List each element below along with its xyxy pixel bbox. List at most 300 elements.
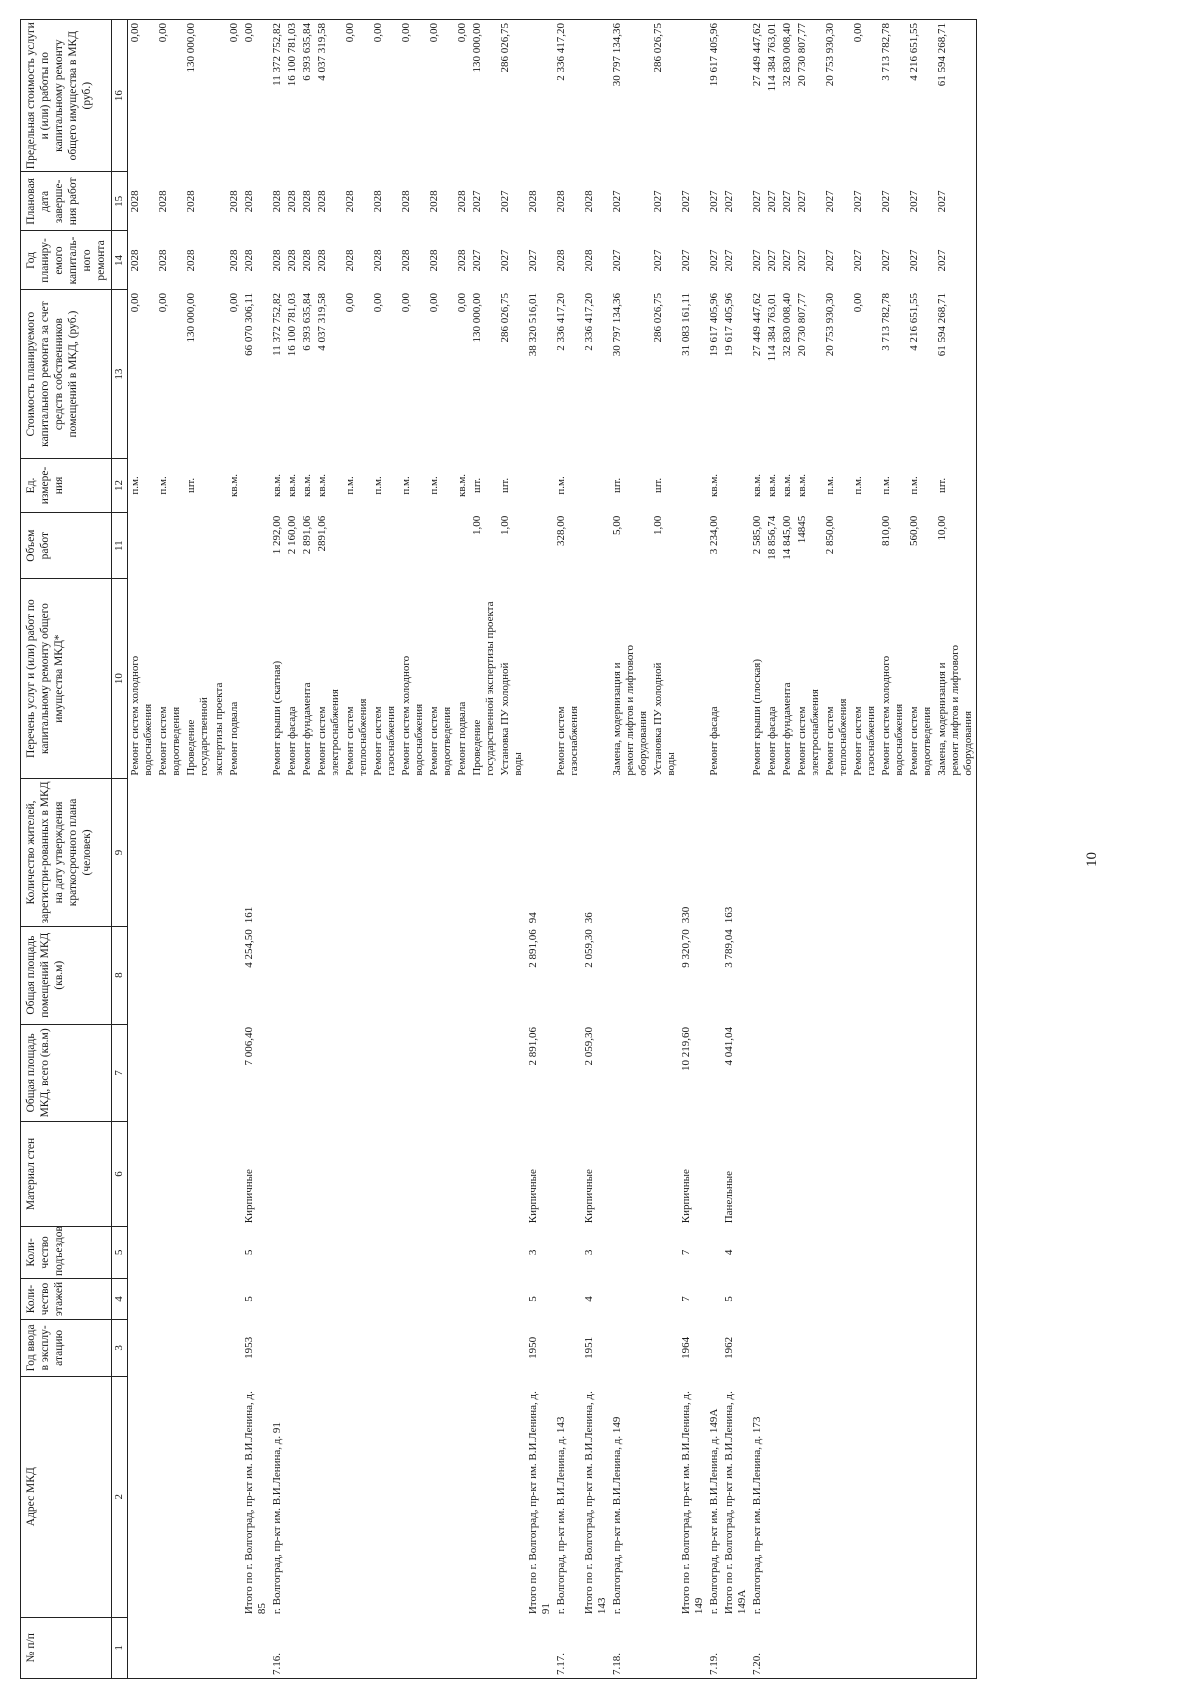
empty-cell: [315, 1319, 343, 1376]
work-cost: 11 372 752,82: [271, 293, 283, 356]
empty-cell: [879, 1122, 907, 1227]
empty-cell: [795, 1617, 823, 1678]
work-row: [227, 20, 242, 1679]
empty-cell: [750, 779, 765, 927]
empty-cell: [679, 513, 707, 579]
empty-cell: [823, 926, 851, 1024]
empty-cell: [455, 1024, 470, 1122]
rooms-area: 2 891,06: [527, 929, 539, 968]
empty-cell: [750, 1122, 765, 1227]
empty-cell: [879, 1226, 907, 1278]
empty-cell: [315, 779, 343, 927]
empty-cell: [427, 926, 455, 1024]
work-unit: кв.м.: [781, 473, 793, 497]
work-cost: 3 713 782,78: [880, 293, 892, 351]
empty-cell: [526, 1617, 554, 1678]
work-line: электроснабжения: [329, 689, 341, 776]
residents-count: 94: [527, 912, 539, 924]
empty-cell: [823, 1617, 851, 1678]
work-cost: 2 336 417,20: [555, 293, 567, 351]
empty-cell: [935, 1122, 977, 1227]
empty-cell: [300, 1279, 315, 1320]
work-end-date: 2027: [751, 190, 763, 213]
empty-cell: [554, 1024, 582, 1122]
work-year: 2028: [301, 249, 313, 272]
empty-cell: [851, 1024, 879, 1122]
header-col-16: Предельная стоимость услуги и (или) работы по капитальному ремонту общего имущества в МКД (руб.): [21, 20, 112, 172]
work-cost: 0,00: [228, 293, 240, 313]
work-year: 2027: [766, 249, 778, 272]
work-name: [128, 579, 157, 779]
empty-cell: [343, 779, 371, 927]
empty-cell: [156, 779, 184, 927]
column-number-11: 11: [112, 513, 128, 579]
total-cost: 2 336 417,20: [583, 293, 595, 351]
total-cost: 38 320 516,01: [527, 293, 539, 357]
empty-cell: [780, 779, 795, 927]
empty-cell: [343, 1376, 371, 1617]
total-area: 4 041,04: [723, 1027, 735, 1066]
empty-cell: [184, 1376, 212, 1617]
work-limit-cost: 0,00: [427, 20, 455, 172]
work-line: Замена, модернизация и: [936, 662, 948, 776]
header-col-11: Объем работ: [21, 513, 112, 579]
empty-cell: [156, 1279, 184, 1320]
work-end-date: 2028: [372, 190, 384, 213]
work-cost: 20 730 807,77: [796, 293, 808, 357]
work-volume: 560,00: [908, 515, 920, 546]
work-year: 2027: [708, 249, 720, 272]
wall-material: Кирпичные: [680, 1169, 692, 1224]
empty-cell: [851, 1122, 879, 1227]
column-number-15: 15: [112, 172, 128, 231]
empty-cell: [526, 513, 554, 579]
commissioning-year: 1950: [527, 1336, 539, 1359]
empty-cell: [765, 926, 780, 1024]
work-line: Установка ПУ холодной: [652, 662, 664, 776]
work-line: ремонт лифтов и лифтового оборудования: [949, 645, 974, 776]
total-year: 2028: [583, 249, 595, 272]
header-col-5: Коли-чество подъездов: [21, 1226, 112, 1278]
work-unit: шт.: [185, 477, 197, 494]
empty-cell: [270, 1122, 285, 1227]
empty-cell: [526, 458, 554, 513]
total-cost: 31 083 161,11: [680, 293, 692, 356]
empty-cell: [212, 779, 227, 927]
work-unit: шт.: [611, 477, 623, 494]
work-name: [315, 579, 343, 779]
work-end-date: 2027: [781, 190, 793, 213]
header-row: [21, 20, 112, 1679]
empty-cell: [343, 926, 371, 1024]
empty-cell: [227, 1279, 242, 1320]
entrances-count: 3: [527, 1249, 539, 1256]
empty-cell: [399, 1319, 427, 1376]
empty-cell: [285, 779, 300, 927]
work-end-date: 2027: [499, 190, 511, 213]
work-line: Проведение: [185, 719, 197, 776]
work-limit-cost: 0,00: [399, 20, 427, 172]
total-area: 2 891,06: [527, 1027, 539, 1066]
work-volume: 5,00: [611, 515, 623, 535]
total-row: [582, 20, 610, 1679]
work-line: Ремонт систем: [908, 706, 920, 776]
work-name: [470, 579, 498, 779]
empty-cell: [184, 926, 212, 1024]
empty-cell: [823, 1122, 851, 1227]
house-first-row: [750, 20, 765, 1679]
header-col-3: Год ввода в эксплу-атацию: [21, 1319, 112, 1376]
empty-cell: [427, 1617, 455, 1678]
empty-cell: [300, 1226, 315, 1278]
empty-cell: [270, 1279, 285, 1320]
header-col-10: Перечень услуг и (или) работ по капитальному ремонту общего имущества МКД*: [21, 579, 112, 779]
work-row: [823, 20, 851, 1679]
work-line: газоснабжения: [568, 705, 580, 776]
empty-cell: [765, 1279, 780, 1320]
work-end-date: 2027: [852, 190, 864, 213]
empty-cell: [156, 1319, 184, 1376]
work-cost: 61 594 268,71: [935, 290, 977, 458]
work-line: Ремонт крыши (плоская): [751, 658, 763, 776]
empty-cell: [582, 458, 610, 513]
work-line: Ремонт фундамента: [301, 682, 313, 776]
house-address: г. Волгоград, пр-кт им. В.И.Ленина, д. 143: [555, 1416, 567, 1615]
empty-cell: [315, 1226, 343, 1278]
empty-cell: [227, 1376, 242, 1617]
total-end-date: 2027: [723, 190, 735, 213]
total-limit-cost: [526, 20, 554, 172]
total-cost: 19 617 405,96: [723, 293, 735, 357]
work-volume: 2 585,00: [751, 515, 763, 555]
empty-cell: [651, 1319, 679, 1376]
work-volume: 328,00: [555, 515, 567, 546]
work-end-date: 2028: [271, 190, 283, 213]
work-name: [707, 579, 722, 779]
empty-cell: [285, 1122, 300, 1227]
work-line: Ремонт систем: [157, 706, 169, 776]
empty-cell: [554, 1319, 582, 1376]
rooms-area: 3 789,04: [723, 929, 735, 968]
empty-cell: [780, 926, 795, 1024]
empty-cell: [907, 1279, 935, 1320]
work-year: 2028: [228, 249, 240, 272]
work-name: [750, 579, 765, 779]
work-limit-cost: 11 372 752,82: [270, 20, 285, 172]
empty-cell: [455, 1617, 470, 1678]
work-row: [851, 20, 879, 1679]
work-line: Ремонт систем: [824, 706, 836, 776]
work-volume: 1,00: [499, 515, 511, 535]
entrances-count: 5: [243, 1249, 255, 1256]
empty-cell: [300, 1319, 315, 1376]
work-cost: 0,00: [129, 293, 141, 313]
empty-cell: [128, 1024, 157, 1122]
work-name: [498, 579, 526, 779]
work-unit: шт.: [652, 477, 664, 494]
work-row: [427, 20, 455, 1679]
work-year: 2028: [129, 249, 141, 272]
empty-cell: [285, 1319, 300, 1376]
floors-count: 5: [723, 1296, 735, 1302]
total-label: Итого по г. Волгоград, пр-кт им. В.И.Ленина, д. 91: [527, 1391, 552, 1615]
column-number-13: 13: [112, 290, 128, 458]
work-line: газоснабжения: [385, 705, 397, 776]
total-end-date: 2027: [680, 190, 692, 213]
empty-cell: [707, 1279, 722, 1320]
total-label: Итого по г. Волгоград, пр-кт им. В.И.Ленина, д. 149А: [723, 1391, 748, 1615]
work-end-date: 2028: [185, 190, 197, 213]
empty-cell: [750, 1319, 765, 1376]
house-address: г. Волгоград, пр-кт им. В.И.Ленина, д. 91: [271, 1422, 283, 1615]
work-cost: 27 449 447,62: [751, 293, 763, 357]
table-header: [21, 20, 128, 1679]
work-limit-cost: 4 037 319,58: [315, 20, 343, 172]
work-line: государственной: [198, 697, 210, 776]
empty-cell: [270, 779, 285, 927]
work-end-date: 2027: [611, 190, 623, 213]
work-name: [651, 579, 679, 779]
work-cost: 0,00: [456, 293, 468, 313]
empty-cell: [212, 926, 227, 1024]
empty-cell: [227, 1617, 242, 1678]
work-name: [455, 579, 470, 779]
empty-cell: [498, 1279, 526, 1320]
work-limit-cost: 286 026,75: [498, 20, 526, 172]
empty-cell: [823, 1226, 851, 1278]
column-number-6: 6: [112, 1122, 128, 1227]
empty-cell: [128, 1376, 157, 1617]
work-line: Ремонт систем: [796, 706, 808, 776]
work-name: [610, 579, 651, 779]
work-line: Ремонт систем: [428, 706, 440, 776]
empty-cell: [851, 1376, 879, 1617]
work-row: [907, 20, 935, 1679]
column-number-8: 8: [112, 926, 128, 1024]
empty-cell: [285, 1024, 300, 1122]
empty-cell: [343, 1617, 371, 1678]
work-end-date: 2028: [157, 190, 169, 213]
work-unit: шт.: [471, 477, 483, 494]
work-row: [455, 20, 470, 1679]
empty-cell: [879, 1376, 907, 1617]
work-volume: 2891,06: [316, 515, 328, 552]
empty-cell: [935, 1319, 977, 1376]
column-number-4: 4: [112, 1279, 128, 1320]
empty-cell: [427, 1279, 455, 1320]
empty-cell: [427, 1319, 455, 1376]
empty-cell: [371, 1226, 399, 1278]
empty-cell: [651, 1122, 679, 1227]
empty-cell: [651, 1024, 679, 1122]
empty-cell: [270, 1024, 285, 1122]
empty-cell: [343, 1319, 371, 1376]
work-year: 2028: [428, 249, 440, 272]
work-unit: п.м.: [157, 476, 169, 495]
total-area: 10 219,60: [680, 1027, 692, 1072]
empty-cell: [780, 1226, 795, 1278]
work-limit-cost: 3 713 782,78: [879, 20, 907, 172]
empty-cell: [679, 458, 707, 513]
empty-cell: [427, 1376, 455, 1617]
header-col-14: Год планиру-емого капиталь-ного ремонта: [21, 231, 112, 290]
work-cost: 0,00: [344, 293, 356, 313]
header-col-1: № п/п: [21, 1617, 112, 1678]
work-unit: кв.м.: [301, 473, 313, 497]
empty-cell: [128, 926, 157, 1024]
work-line: Ремонт подвала: [456, 701, 468, 776]
work-year: 2028: [286, 249, 298, 272]
work-volume: 18 856,74: [766, 515, 778, 560]
work-row: [343, 20, 371, 1679]
work-end-date: 2027: [796, 190, 808, 213]
work-line: государственной экспертизы проекта: [484, 601, 496, 776]
floors-count: 7: [680, 1296, 692, 1302]
work-year: 2027: [652, 249, 664, 272]
work-volume: [851, 513, 879, 579]
work-row: [156, 20, 184, 1679]
work-unit: [212, 458, 227, 513]
work-volume: [455, 513, 470, 579]
empty-cell: [242, 1617, 270, 1678]
work-volume: 810,00: [880, 515, 892, 546]
empty-cell: [399, 1024, 427, 1122]
work-cost: 0,00: [157, 293, 169, 313]
empty-cell: [610, 1226, 651, 1278]
work-volume: [399, 513, 427, 579]
residents-count: 330: [680, 906, 692, 924]
work-line: электроснабжения: [809, 689, 821, 776]
empty-cell: [765, 1226, 780, 1278]
house-address: г. Волгоград, пр-кт им. В.И.Ленина, д. 149: [611, 1416, 623, 1615]
column-number-5: 5: [112, 1226, 128, 1278]
total-label: Итого по г. Волгоград, пр-кт им. В.И.Ленина, д. 85: [243, 1391, 268, 1615]
work-end-date: 2028: [301, 190, 313, 213]
empty-cell: [707, 926, 722, 1024]
empty-cell: [651, 926, 679, 1024]
work-unit: п.м.: [908, 476, 920, 495]
work-end-date: 2027: [652, 190, 664, 213]
work-volume: [371, 513, 399, 579]
empty-cell: [498, 1122, 526, 1227]
empty-cell: [315, 1617, 343, 1678]
empty-cell: [371, 1122, 399, 1227]
empty-cell: [907, 1226, 935, 1278]
work-row: [498, 20, 526, 1679]
work-line: Замена, модернизация и: [611, 662, 623, 776]
empty-cell: [455, 1279, 470, 1320]
empty-cell: [427, 1226, 455, 1278]
work-unit: кв.м.: [286, 473, 298, 497]
empty-cell: [651, 1279, 679, 1320]
work-row: [285, 20, 300, 1679]
header-col-4: Коли-чество этажей: [21, 1279, 112, 1320]
total-limit-cost: 0,00: [242, 20, 270, 172]
house-first-row: [610, 20, 651, 1679]
empty-cell: [707, 1024, 722, 1122]
work-year: 2027: [796, 249, 808, 272]
empty-cell: [935, 926, 977, 1024]
empty-cell: [427, 1122, 455, 1227]
empty-cell: [750, 1226, 765, 1278]
header-col-6: Материал стен: [21, 1122, 112, 1227]
work-year: [212, 231, 227, 290]
empty-cell: [455, 926, 470, 1024]
work-year: 2027: [880, 249, 892, 272]
row-number: 7.16.: [270, 1617, 285, 1678]
total-row: [722, 20, 750, 1679]
empty-cell: [399, 1617, 427, 1678]
work-unit: шт.: [499, 477, 511, 494]
work-line: Ремонт подвала: [228, 701, 240, 776]
empty-cell: [212, 1617, 227, 1678]
work-unit: п.м.: [880, 476, 892, 495]
work-name: [184, 579, 212, 779]
residents-count: 161: [243, 906, 255, 924]
wall-material: Кирпичные: [243, 1169, 255, 1224]
total-row: [242, 20, 270, 1679]
work-limit-cost: 0,00: [851, 20, 879, 172]
work-line: Ремонт фасада: [708, 706, 720, 776]
commissioning-year: 1964: [680, 1336, 692, 1359]
work-name: [823, 579, 851, 779]
capital-repair-table: [20, 19, 977, 1679]
work-row: [128, 20, 157, 1679]
empty-cell: [343, 1279, 371, 1320]
work-line: Установка ПУ холодной: [499, 662, 511, 776]
column-number-1: 1: [112, 1617, 128, 1678]
total-limit-cost: [582, 20, 610, 172]
empty-cell: [156, 1122, 184, 1227]
empty-cell: [227, 1319, 242, 1376]
empty-cell: [285, 1617, 300, 1678]
work-unit: п.м.: [555, 476, 567, 495]
empty-cell: [300, 1024, 315, 1122]
row-number: 7.17.: [554, 1617, 582, 1678]
work-year: 2028: [271, 249, 283, 272]
empty-cell: [470, 1122, 498, 1227]
empty-cell: [823, 1319, 851, 1376]
empty-cell: [184, 1024, 212, 1122]
empty-cell: [242, 513, 270, 579]
work-row: [212, 20, 227, 1679]
work-end-date: 2027: [908, 190, 920, 213]
empty-cell: [343, 1122, 371, 1227]
work-limit-cost: 0,00: [455, 20, 470, 172]
work-cost: 286 026,75: [499, 293, 511, 343]
total-limit-cost: [722, 20, 750, 172]
work-volume: 14 845,00: [781, 515, 793, 560]
work-row: [879, 20, 907, 1679]
empty-cell: [907, 1122, 935, 1227]
work-row: [765, 20, 780, 1679]
work-limit-cost: 286 026,75: [651, 20, 679, 172]
empty-cell: [707, 1319, 722, 1376]
work-volume: [227, 513, 242, 579]
empty-cell: [554, 1122, 582, 1227]
work-volume: [184, 513, 212, 579]
empty-cell: [610, 1024, 651, 1122]
work-name: [780, 579, 795, 779]
empty-cell: [795, 779, 823, 927]
empty-cell: [765, 1376, 780, 1617]
empty-cell: [184, 1279, 212, 1320]
empty-cell: [212, 1376, 227, 1617]
empty-cell: [651, 779, 679, 927]
empty-cell: [651, 1226, 679, 1278]
work-year: 2028: [344, 249, 356, 272]
empty-cell: [455, 1122, 470, 1227]
